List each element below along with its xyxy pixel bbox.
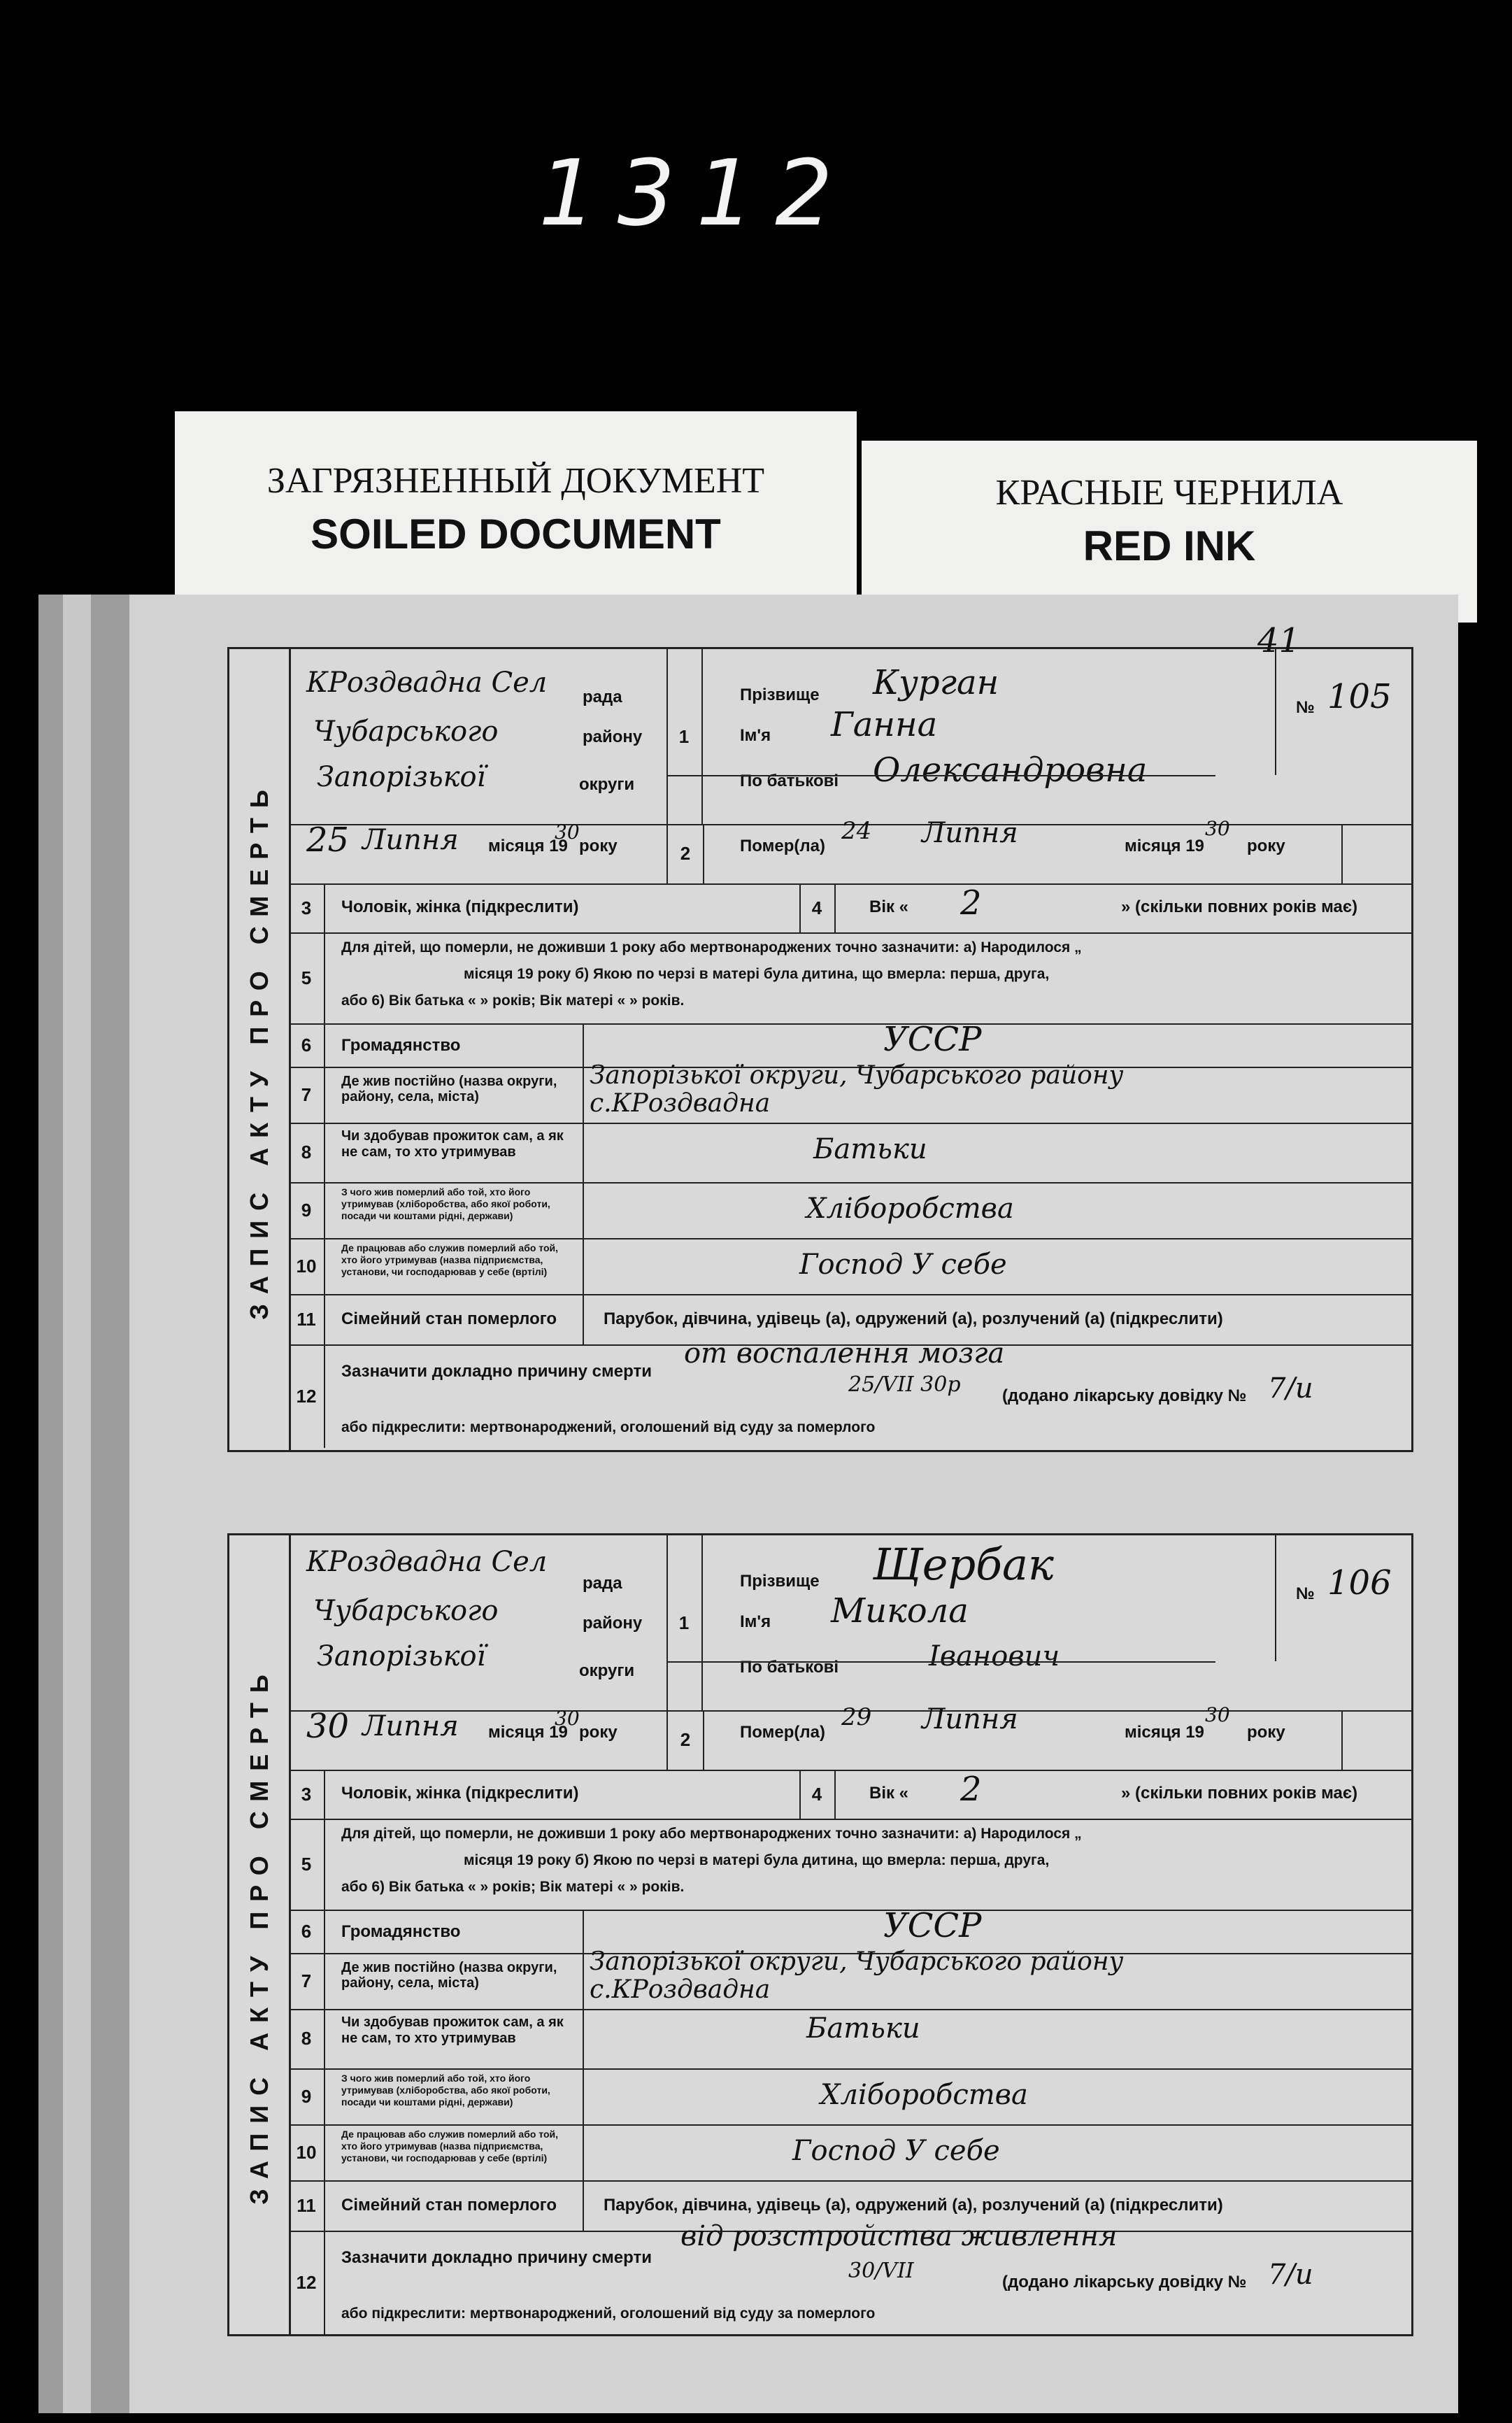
record-number: 106 [1327,1563,1392,1603]
doctor-number: 7/и [1268,2259,1313,2291]
died-label: Помер(ла) [740,1723,825,1742]
residence-value-2: с.КРоздвадна [590,1975,771,2004]
death-month: Липня [922,817,1018,849]
row-6-citizenship: 6 Громадянство УССР [289,1910,1411,1954]
name-value: Ганна [831,705,938,744]
raion-label: району [583,1614,643,1633]
reg-month-label: місяця 19 [488,837,568,855]
patronymic-label: По батькові [740,772,839,790]
row-5-children: 5 Для дітей, що померли, не доживши 1 року або мертвонароджених точно зазначити: а) Народилося „ місяця 19 року б) Якою по черзі в матері була дитина, що вмерла: перша, друга, або 6) Вік батька « » років; Вік матері « » років. [289,1819,1411,1911]
cause-value-1: от воспалення мозга [684,1337,1005,1370]
reg-year: 30 [555,1707,580,1730]
death-year-label: року [1247,1723,1285,1742]
reg-year-label: року [579,837,618,855]
name-label: Ім'я [740,726,771,745]
corner-mark: 41 [1257,621,1301,660]
record-side-title: ЗАПИС АКТУ ПРО СМЕРТЬ [229,1535,291,2334]
raion-label: району [583,727,643,746]
archive-number: 1312 [539,140,854,246]
death-day: 24 [841,817,872,845]
citizenship-value: УССР [883,1906,982,1945]
row-9-occupation: 9 З чого жив померлий або той, хто його утримував (хліборобства, або якої роботи, посади чи коштами рідні, держави) Хліборобства [289,2068,1411,2126]
reg-month: Липня [362,824,459,856]
red-ink-label-en: RED INK [1083,523,1256,569]
okrug-value: Запорізької [317,761,486,793]
cause-value-2: 25/VII 30р [848,1372,961,1397]
no-label: № [1296,698,1315,717]
died-label: Помер(ла) [740,837,825,855]
rada-label: рада [583,1574,622,1593]
patronymic-label: По батькові [740,1658,839,1677]
occupation-value: Хліборобства [820,2079,1028,2111]
age-value: 2 [960,883,982,923]
cause-value-1: від розстройства живлення [680,2220,1118,2252]
age-value: 2 [960,1770,982,1809]
death-month-label: місяця 19 [1125,1723,1204,1742]
death-record-105: ЗАПИС АКТУ ПРО СМЕРТЬ 1 КРоздвадна Сел рада Чубарського району Запорізької округи Прізвище Курган Ім'я Ганна По батькові Олександровна № 105 41 25 Липня місяця 19 30 року 2 Помер(ла) 24 Липня місяця 19 30 року 3 Чоловік, жінка (підкреслити) 4 Вік « 2 » (скільки повних років має) 5 Для дітей, що померли, не доживши 1 року або мертвонароджених точно зазначити: а) Народилося „ місяця 19 року б) Якою по черзі в матері була дитина, що вмерла: перша, друга, або 6) Вік батька « » років; Вік матері « » років. 6 Громадянство УССР 7 Де жив постійно (назва округи, району, села, міста) Запорізької округи, Чубарського району с.КРоздвадна 8 Чи здобував прожиток сам, а як не сам, то хто утримував Батьки 9 З чого жив померлий або той, хто його утримував (хліборобства, або якої роботи, посади чи коштами рідні, держави) Хліборобства 10 Де працював або служив померлий або той, хто його утримував (назва підприємства, установи, чи господарював у себе (вртілі) Господ У себе 11 Сімейний стан померлого Парубок, дівчина, удівець (а), одружений (а), розлучений (а) (підкреслити) 12 Зазначити докладно причину смерти от воспалення мозга 25/VII 30р (додано лікарську довідку № 7/и або підкреслити: мертвонароджений, оголошений від суду за померлого [227,647,1413,1452]
row-10-employment: 10 Де працював або служив померлий або той, хто його утримував (назва підприємства, установи, чи господарював у себе (вртілі) Господ У себе [289,1238,1411,1295]
surname-value: Курган [873,663,999,702]
header-row-1: 1 [289,649,1411,719]
row-11-family: 11 Сімейний стан померлого Парубок, дівчина, удівець (а), одружений (а), розлучений (а) (підкреслити) [289,1294,1411,1346]
reg-year-label: року [579,1723,618,1742]
okrug-label: округи [579,775,635,794]
death-year: 30 [1205,1703,1230,1726]
no-label: № [1296,1584,1315,1603]
reg-month: Липня [362,1710,459,1742]
raion-value: Чубарського [313,716,499,748]
livelihood-value: Батьки [813,1133,927,1165]
soiled-label-ru: ЗАГРЯЗНЕННЫЙ ДОКУМЕНТ [266,461,765,501]
surname-value: Щербак [873,1539,1054,1590]
record-number: 105 [1327,677,1392,716]
patronymic-value: Іванович [929,1640,1060,1672]
record-side-title: ЗАПИС АКТУ ПРО СМЕРТЬ [229,649,291,1450]
raion-value: Чубарського [313,1595,499,1627]
patronymic-value: Олександровна [873,751,1148,790]
death-month-label: місяця 19 [1125,837,1204,855]
reg-year: 30 [555,820,580,844]
row-12-cause: 12 Зазначити докладно причину смерти від розстройства живлення 30/VII (додано лікарську довідку № 7/и або підкреслити: мертвонароджений, оголошений від суду за померлого [289,2231,1411,2334]
surname-label: Прізвище [740,1572,820,1591]
occupation-value: Хліборобства [806,1193,1014,1225]
residence-value-1: Запорізької округи, Чубарського району [590,1061,1124,1090]
row-3-sex-age: 3 Чоловік, жінка (підкреслити) 4 Вік « 2 » (скільки повних років має) [289,883,1411,934]
row-11-family: 11 Сімейний стан померлого Парубок, дівчина, удівець (а), одружений (а), розлучений (а) (підкреслити) [289,2180,1411,2232]
surname-label: Прізвище [740,685,820,704]
reg-month-label: місяця 19 [488,1723,568,1742]
death-month: Липня [922,1703,1018,1735]
okrug-value: Запорізької [317,1640,486,1672]
rada-value: КРоздвадна Сел [306,667,548,699]
row-10-employment: 10 Де працював або служив померлий або той, хто його утримував (назва підприємства, установи, чи господарював у себе (вртілі) Господ У себе [289,2124,1411,2182]
death-record-106: ЗАПИС АКТУ ПРО СМЕРТЬ 1 КРоздвадна Сел рада Чубарського району Запорізької округи Прізвище Щербак Ім'я Микола По батькові Іванович № 106 30 Липня місяця 19 30 року 2 Помер(ла) 29 Липня місяця 19 30 року 3 Чоловік, жінка (підкреслити) 4 Вік « 2 » (скільки повних років має) 5 Для дітей, що померли, не доживши 1 року або мертвонароджених точно зазначити: а) Народилося „ місяця 19 року б) Якою по черзі в матері була дитина, що вмерла: перша, друга, або 6) Вік батька « » років; Вік матері « » років. 6 Громадянство УССР 7 Де жив постійно (назва округи, району, села, міста) Запорізької округи, Чубарського району с.КРоздвадна 8 Чи здобував прожиток сам, а як не сам, то хто утримував Батьки 9 З чого жив померлий або той, хто його утримував (хліборобства, або якої роботи, посади чи коштами рідні, держави) Хліборобства 10 Де працював або служив померлий або той, хто його утримував (назва підприємства, установи, чи господарював у себе (вртілі) Господ У себе 11 Сімейний стан померлого Парубок, дівчина, удівець (а), одружений (а), розлучений (а) (підкреслити) 12 Зазначити докладно причину смерти від розстройства живлення 30/VII (додано лікарську довідку № 7/и або підкреслити: мертвонароджений, оголошений від суду за померлого [227,1533,1413,2336]
citizenship-value: УССР [883,1020,982,1059]
name-value: Микола [831,1591,969,1630]
rada-label: рада [583,688,622,706]
employment-value: Господ У себе [799,1249,1007,1281]
header-row-1: 1 [289,1535,1411,1605]
row-6-citizenship: 6 Громадянство УССР [289,1023,1411,1068]
residence-value-1: Запорізької округи, Чубарського району [590,1947,1124,1976]
death-day: 29 [841,1703,872,1731]
reg-day: 25 [306,820,350,860]
livelihood-value: Батьки [806,2012,920,2045]
residence-value-2: с.КРоздвадна [590,1089,771,1118]
reg-day: 30 [306,1707,350,1746]
red-ink-label-ru: КРАСНЫЕ ЧЕРНИЛА [995,473,1343,513]
rada-value: КРоздвадна Сел [306,1546,548,1578]
row-5-children: 5 Для дітей, що померли, не доживши 1 року або мертвонароджених точно зазначити: а) Народилося „ місяця 19 року б) Якою по черзі в матері була дитина, що вмерла: перша, друга, або 6) Вік батька « » років; Вік матері « » років. [289,932,1411,1025]
row-8-livelihood: 8 Чи здобував прожиток сам, а як не сам, то хто утримував Батьки [289,1123,1411,1184]
okrug-label: округи [579,1661,635,1680]
soiled-label-en: SOILED DOCUMENT [311,511,721,557]
employment-value: Господ У себе [792,2135,1000,2167]
doctor-number: 7/и [1268,1372,1313,1405]
row-7-residence: 7 Де жив постійно (назва округи, району, села, міста) Запорізької округи, Чубарського району с.КРоздвадна [289,1067,1411,1124]
soiled-document-card [175,411,857,621]
cause-value-2: 30/VII [848,2259,914,2283]
paper-spine-edge [63,595,91,2413]
name-label: Ім'я [740,1612,771,1631]
row-9-occupation: 9 З чого жив померлий або той, хто його утримував (хліборобства, або якої роботи, посади чи коштами рідні, держави) Хліборобства [289,1182,1411,1239]
death-year-label: року [1247,837,1285,855]
row-12-cause: 12 Зазначити докладно причину смерти от воспалення мозга 25/VII 30р (додано лікарську довідку № 7/и або підкреслити: мертвонароджений, оголошений від суду за померлого [289,1344,1411,1448]
row-8-livelihood: 8 Чи здобував прожиток сам, а як не сам, то хто утримував Батьки [289,2009,1411,2070]
row-7-residence: 7 Де жив постійно (назва округи, району, села, міста) Запорізької округи, Чубарського району с.КРоздвадна [289,1953,1411,2010]
row-3-sex-age: 3 Чоловік, жінка (підкреслити) 4 Вік « 2 » (скільки повних років має) [289,1770,1411,1820]
death-year: 30 [1205,817,1230,840]
